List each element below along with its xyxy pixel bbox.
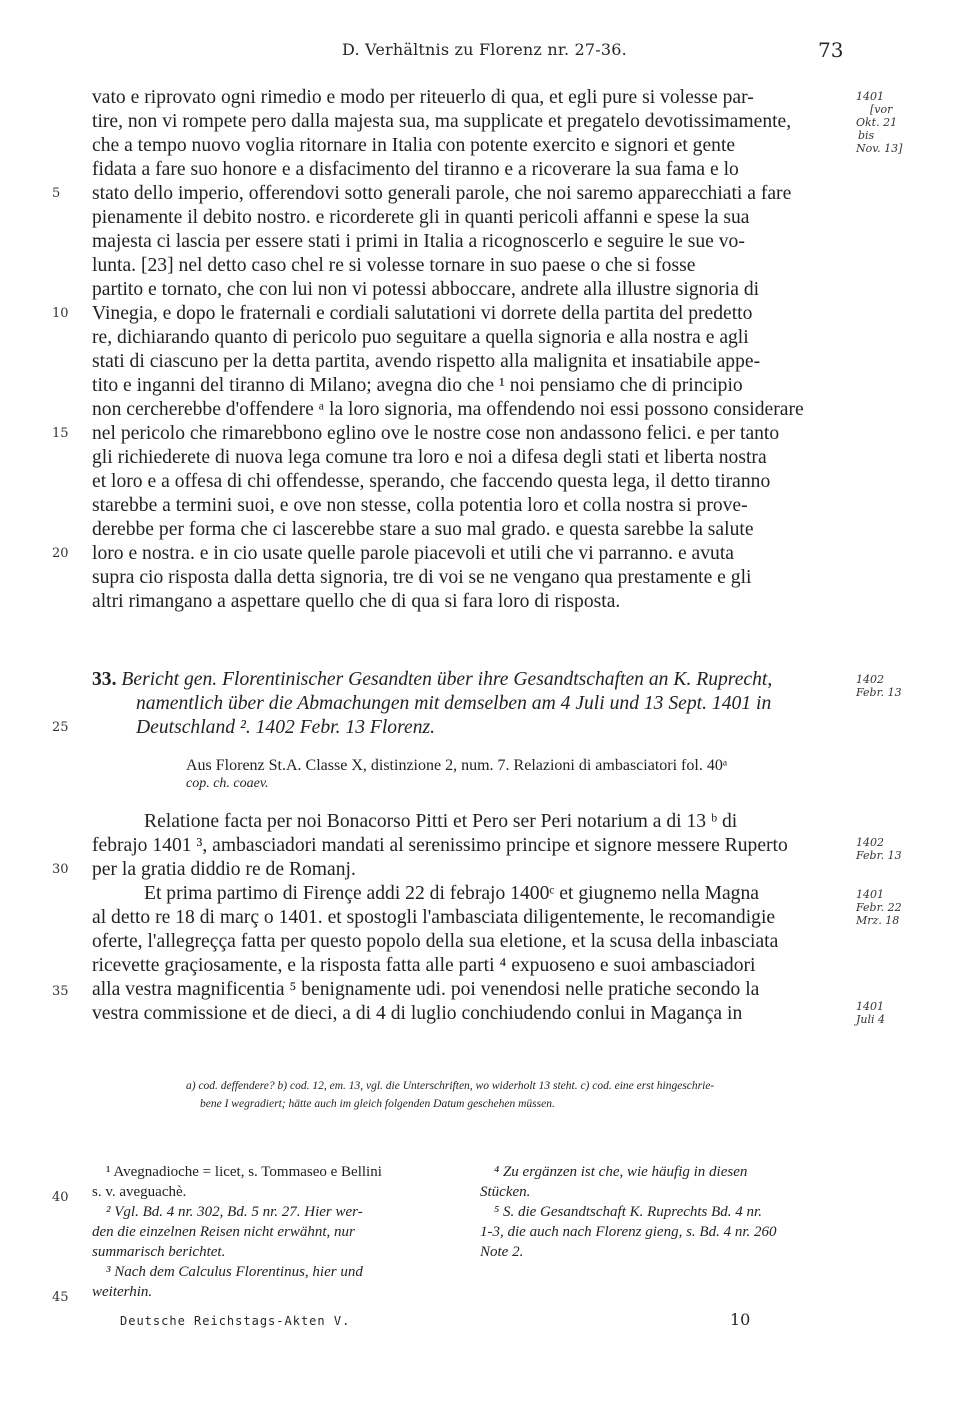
page-number: 73 (818, 38, 844, 62)
margin-date-line: Mrz. 18 (856, 914, 900, 927)
margin-date-line: Juli 4 (856, 1013, 886, 1026)
body-line: fidata a fare suo honore e a disfacimento del tiranno e a ricoverare la sua fama e lo (92, 159, 739, 180)
footer-series-title: Deutsche Reichstags-Akten V. (120, 1314, 351, 1328)
margin-date-line: 1401 (856, 90, 884, 103)
section-title-line: namentlich über die Abmachungen mit demselben am 4 Juli und 13 Sept. 1401 in (136, 693, 772, 714)
footnote-line: Note 2. (480, 1244, 524, 1260)
body-line: non cercherebbe d'offendere ᵃ la loro signoria, ma offendendo noi essi possono considerare (92, 399, 804, 420)
body-line: stati di ciascuno per la detta partita, avendo rispetto alla malignita et insatiabile appe- (92, 351, 761, 372)
body-line: nel pericolo che rimarebbono eglino ove le nostre cose non andassono felici. e per tanto (92, 423, 780, 444)
footnote-line: ² Vgl. Bd. 4 nr. 302, Bd. 5 nr. 27. Hier wer- (106, 1204, 363, 1220)
body-line: altri rimangano a aspettare quello che di qua si fara loro di risposta. (92, 591, 621, 612)
source-line: cop. ch. coaev. (186, 776, 269, 791)
section-title-text: Bericht gen. Florentinischer Gesandten über ihre Gesandtschaften an K. Ruprecht, (121, 669, 773, 690)
relatione-line: ricevette graçiosamente, e la risposta fatta alle parti ⁴ expuoseno e suoi ambasciadori (92, 955, 756, 976)
critical-note-line: bene I wegradiert; hätte auch im gleich folgenden Datum geschehen müssen. (200, 1098, 555, 1110)
margin-date-line: bis (858, 129, 875, 142)
body-line: gli richiederete di nuova lega comune tra loro e noi a difesa degli stati et liberta nostra (92, 447, 767, 468)
running-header (0, 40, 960, 70)
body-line: majesta ci lascia per essere stati i primi in Italia a ricognoscerlo e seguire le sue vo- (92, 231, 745, 252)
margin-date-section (856, 673, 930, 699)
body-line: tire, non vi rompete pero dalla majesta sua, ma supplicate et pregatelo devotissimamente, (92, 111, 792, 132)
line-number: 5 (52, 186, 61, 201)
relatione-line: Et prima partimo di Firençe addi 22 di febrajo 1400ᶜ et giugnemo nella Magna (144, 883, 759, 904)
section-number: 33. (92, 669, 117, 690)
body-line: supra cio risposta dalla detta signoria, tre di voi se ne vengano qua prestamente e gli (92, 567, 752, 588)
relatione-line: oferte, l'allegreçça fatta per questo popolo della sua eletione, et la scusa della inbasciata (92, 931, 779, 952)
running-title: D. Verhältnis zu Florenz nr. 27-36. (342, 40, 627, 59)
critical-note-line: a) cod. deffendere? b) cod. 12, em. 13, vgl. die Unterschriften, wo widerholt 13 steht. c) cod. eine erst hingeschrie- (186, 1080, 715, 1092)
footnote-line: ³ Nach dem Calculus Florentinus, hier und (106, 1264, 363, 1280)
margin-date-line: Nov. 13] (856, 142, 903, 155)
margin-date-line: Okt. 21 (856, 116, 898, 129)
body-line: tito e inganni del tiranno di Milano; avegna dio che ¹ noi pensiamo che di principio (92, 375, 743, 396)
margin-date-line: 1402 (856, 673, 884, 686)
line-number: 40 (52, 1190, 69, 1205)
margin-date-line: Febr. 13 (856, 849, 902, 862)
line-number: 15 (52, 426, 69, 441)
relatione-line: febrajo 1401 ³, ambasciadori mandati al serenissimo principe et signore messere Ruperto (92, 835, 788, 856)
line-number: 20 (52, 546, 69, 561)
line-number: 30 (52, 862, 69, 877)
body-line: pienamente il debito nostro. e ricorderete gli in quanti pericoli affanni e spese la sua (92, 207, 750, 228)
margin-date-line: Febr. 22 (856, 901, 902, 914)
body-line: loro e nostra. e in cio usate quelle parole piacevoli et utili che vi parranno. e avuta (92, 543, 734, 564)
footnote-line: Stücken. (480, 1184, 531, 1200)
relatione-line: per la gratia diddio re de Romanj. (92, 859, 356, 880)
body-line: derebbe per forma che ci lascerebbe stare a suo mal grado. e questa sarebbe la salute (92, 519, 754, 540)
line-number: 35 (52, 984, 69, 999)
margin-date-line: [vor (870, 103, 893, 116)
relatione-line: al detto re 18 di març o 1401. et spostogli l'ambasciata diligentemente, le recomandigie (92, 907, 776, 928)
margin-date-line: 1401 (856, 1000, 884, 1013)
margin-date-top (856, 90, 930, 155)
footer-signature-number: 10 (730, 1310, 751, 1329)
body-line: Vinegia, e dopo le fraternali e cordiali salutationi vi dorrete della partita del predetto (92, 303, 753, 324)
footnote-line: ⁴ Zu ergänzen ist che, wie häufig in diesen (494, 1164, 748, 1180)
relatione-line: vestra commissione et de dieci, a di 4 di luglio conchiudendo conlui in Magança in (92, 1003, 743, 1024)
body-line: che a tempo nuovo voglia ritornare in Italia con potente exercito e signori et gente (92, 135, 736, 156)
section-title-line: Deutschland ². 1402 Febr. 13 Florenz. (136, 717, 436, 738)
footnote-line: ⁵ S. die Gesandtschaft K. Ruprechts Bd. 4 nr. (494, 1204, 762, 1220)
footnote-line: weiterhin. (92, 1284, 153, 1300)
body-line: partito e tornato, che con lui non vi potessi abboccare, andrete alla illustre signoria di (92, 279, 760, 300)
footnote-line: s. v. aveguachè. (92, 1184, 187, 1200)
body-line: starebbe a termini suoi, e ove non stesse, colla potentia loro et colla nostra si prove- (92, 495, 748, 516)
footnote-line: 1-3, die auch nach Florenz gieng, s. Bd. 4 nr. 260 (480, 1224, 777, 1240)
body-line: et loro e a offesa di chi offendesse, sperando, che faccendo questa lega, il detto tiranno (92, 471, 771, 492)
body-line: re, dichiarando quanto di pericolo puo seguitare a quella signoria e alla nostra e agli (92, 327, 749, 348)
footnote-line: den die einzelnen Reisen nicht erwähnt, nur (92, 1224, 355, 1240)
margin-date-line: 1401 (856, 888, 884, 901)
footnote-line: summarisch berichtet. (92, 1244, 226, 1260)
margin-date-relatione (856, 888, 930, 927)
margin-date-line: 1402 (856, 836, 884, 849)
body-line: stato dello imperio, offerendovi sotto generali parole, che noi saremo apparecchiati a fare (92, 183, 792, 204)
footnotes-right-column (480, 1162, 850, 1262)
line-number: 45 (52, 1290, 69, 1305)
section-title-line (92, 668, 848, 692)
margin-date-relatione (856, 1000, 930, 1026)
line-number: 25 (52, 720, 69, 735)
relatione-line: alla vestra magnificentia ⁵ benignamente udi. poi venendosi nelle pratiche secondo la (92, 979, 760, 1000)
body-line: lunta. [23] nel detto caso chel re si volesse tornare in suo paese o che si fosse (92, 255, 696, 276)
footnotes-left-column (92, 1162, 462, 1302)
source-line: Aus Florenz St.A. Classe X, distinzione 2, num. 7. Relazioni di ambasciatori fol. 40ᵃ (186, 757, 728, 774)
margin-date-line: Febr. 13 (856, 686, 902, 699)
footnote-line: ¹ Avegnadioche = licet, s. Tommaseo e Bellini (106, 1164, 382, 1180)
relatione-line: Relatione facta per noi Bonacorso Pitti et Pero ser Peri notarium a di 13 ᵇ di (144, 811, 738, 832)
body-line: vato e riprovato ogni rimedio e modo per riteuerlo di qua, et egli pure si volesse par- (92, 87, 754, 108)
line-number: 10 (52, 306, 69, 321)
margin-date-relatione (856, 836, 930, 862)
